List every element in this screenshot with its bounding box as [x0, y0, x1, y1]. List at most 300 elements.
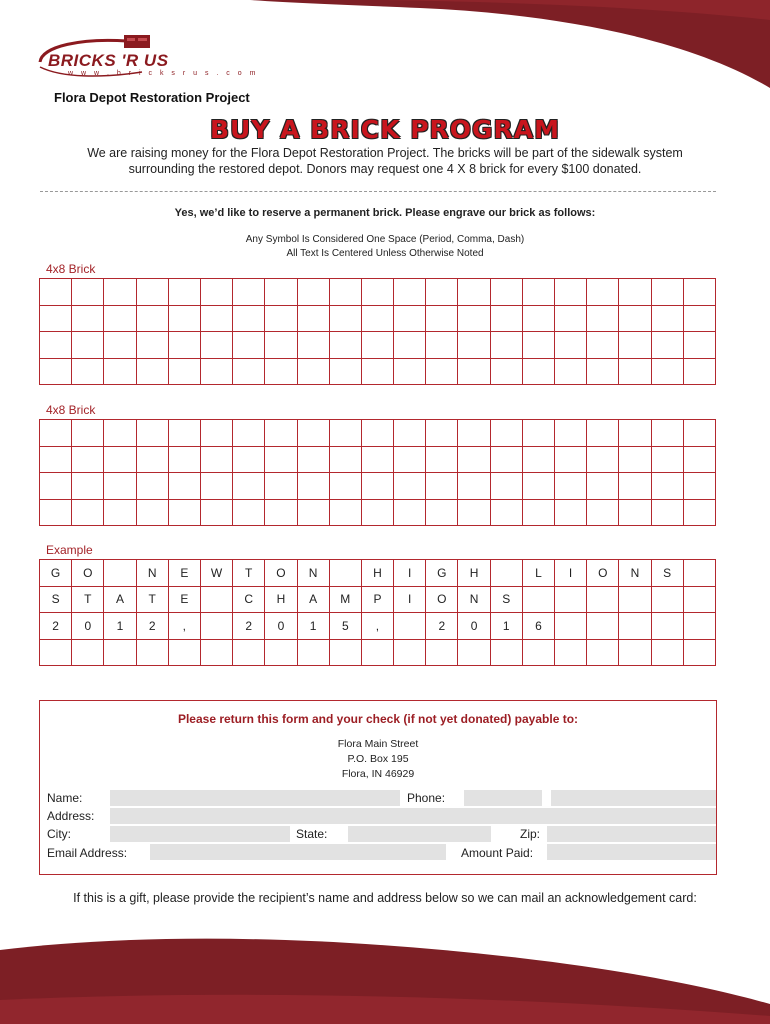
brick-cell[interactable]: [233, 446, 265, 473]
brick-cell[interactable]: [555, 420, 587, 447]
phone-field-2[interactable]: [551, 790, 716, 806]
brick-cell[interactable]: [490, 332, 522, 359]
brick-cell[interactable]: [651, 499, 683, 526]
brick-cell[interactable]: [394, 473, 426, 500]
brick-cell[interactable]: [490, 473, 522, 500]
brick-cell[interactable]: [136, 446, 168, 473]
brick-cell[interactable]: [40, 499, 72, 526]
brick-cell: 0: [458, 613, 490, 640]
brick-cell[interactable]: [297, 279, 329, 306]
brick-cell: O: [265, 560, 297, 587]
brick-cell[interactable]: [394, 305, 426, 332]
brick-cell: 5: [329, 613, 361, 640]
brick-cell[interactable]: [651, 446, 683, 473]
brick-cell: [555, 613, 587, 640]
amount-label: Amount Paid:: [461, 846, 534, 860]
brick-cell[interactable]: [555, 499, 587, 526]
brick-cell[interactable]: [329, 473, 361, 500]
city-label: City:: [47, 827, 71, 841]
brick-cell: [233, 639, 265, 666]
brick-cell[interactable]: [683, 305, 715, 332]
brick-cell: N: [136, 560, 168, 587]
brick-cell[interactable]: [297, 473, 329, 500]
brick-cell: [651, 613, 683, 640]
brick-cell[interactable]: [265, 279, 297, 306]
brick-cell[interactable]: [233, 420, 265, 447]
brick-cell[interactable]: [297, 420, 329, 447]
brick-cell[interactable]: [490, 305, 522, 332]
brick-cell: S: [40, 586, 72, 613]
brick-cell: [555, 586, 587, 613]
brick-cell: I: [394, 560, 426, 587]
brick-cell[interactable]: [265, 499, 297, 526]
return-instruction: Please return this form and your check (if not yet donated) payable to:: [177, 712, 579, 726]
brick-cell[interactable]: [200, 332, 232, 359]
brick-grid-row: [40, 473, 716, 500]
brick-cell: [72, 639, 104, 666]
brick-cell[interactable]: [136, 279, 168, 306]
zip-field[interactable]: [547, 826, 716, 842]
brick-cell[interactable]: [233, 305, 265, 332]
brick-cell: [361, 639, 393, 666]
brick-cell[interactable]: [40, 446, 72, 473]
brick-cell: 1: [297, 613, 329, 640]
brick-cell[interactable]: [683, 332, 715, 359]
brick-cell[interactable]: [361, 420, 393, 447]
brick-cell[interactable]: [394, 446, 426, 473]
brick-cell[interactable]: [683, 279, 715, 306]
brick-cell[interactable]: [297, 332, 329, 359]
brick-cell: [104, 560, 136, 587]
brick-cell[interactable]: [651, 358, 683, 385]
brick-cell[interactable]: [200, 358, 232, 385]
brick-grid-row: [40, 420, 716, 447]
address-label: Address:: [47, 809, 95, 823]
brick-cell: [683, 560, 715, 587]
brick-cell[interactable]: [426, 473, 458, 500]
city-field[interactable]: [110, 826, 290, 842]
brick-cell[interactable]: [587, 499, 619, 526]
brick-cell[interactable]: [104, 420, 136, 447]
brick-grid-1: [39, 278, 716, 385]
brick-cell[interactable]: [490, 446, 522, 473]
brick-cell[interactable]: [361, 499, 393, 526]
brick-cell: [490, 639, 522, 666]
brick-cell[interactable]: [490, 358, 522, 385]
brick-cell[interactable]: [361, 473, 393, 500]
brick-cell[interactable]: [683, 446, 715, 473]
brick-cell[interactable]: [168, 358, 200, 385]
brick-cell: E: [168, 560, 200, 587]
brick-cell[interactable]: [458, 446, 490, 473]
return-form-box: [39, 700, 717, 875]
brick-cell[interactable]: [555, 305, 587, 332]
brick-cell: [651, 586, 683, 613]
brick-cell: W: [200, 560, 232, 587]
brick-cell[interactable]: [136, 332, 168, 359]
brick-cell: 0: [265, 613, 297, 640]
brick-cell[interactable]: [522, 358, 554, 385]
brick-cell[interactable]: [72, 305, 104, 332]
brick-cell: [297, 639, 329, 666]
brick-cell[interactable]: [297, 499, 329, 526]
brick-cell[interactable]: [200, 446, 232, 473]
brick-cell[interactable]: [40, 420, 72, 447]
brick-cell[interactable]: [72, 473, 104, 500]
brick-cell[interactable]: [40, 332, 72, 359]
zip-label: Zip:: [520, 827, 541, 841]
brick-cell: [683, 586, 715, 613]
example-label: Example: [46, 543, 93, 557]
brick-cell: I: [394, 586, 426, 613]
brick-cell[interactable]: [136, 499, 168, 526]
brick-cell[interactable]: [651, 305, 683, 332]
phone-field-1[interactable]: [464, 790, 542, 806]
brick-cell[interactable]: [619, 358, 651, 385]
brick-cell: 1: [490, 613, 522, 640]
brick-cell[interactable]: [168, 473, 200, 500]
brick-cell[interactable]: [297, 358, 329, 385]
gift-instruction: If this is a gift, please provide the recipient’s name and address below so we can mail an acknowledgement card:: [73, 891, 697, 905]
brick-cell[interactable]: [168, 420, 200, 447]
brick-cell[interactable]: [458, 358, 490, 385]
brick-cell[interactable]: [426, 279, 458, 306]
brick-cell[interactable]: [72, 332, 104, 359]
divider: [40, 191, 716, 192]
brick-cell[interactable]: [168, 305, 200, 332]
brick-cell[interactable]: [458, 305, 490, 332]
brick-cell[interactable]: [233, 279, 265, 306]
brick-cell[interactable]: [200, 305, 232, 332]
brick-cell: 6: [522, 613, 554, 640]
brick-cell: ,: [168, 613, 200, 640]
brick-cell[interactable]: [168, 446, 200, 473]
brick-cell[interactable]: [490, 279, 522, 306]
brick-cell: 0: [72, 613, 104, 640]
brick-grid-row: [40, 499, 716, 526]
brick-cell: [104, 639, 136, 666]
brick-cell[interactable]: [265, 332, 297, 359]
footer-swoosh: [0, 930, 770, 1024]
brick-cell[interactable]: [458, 420, 490, 447]
brick-cell[interactable]: [104, 446, 136, 473]
logo-name: BRICKS 'R US: [48, 51, 169, 70]
grid-1-label: 4x8 Brick: [46, 262, 96, 276]
brick-cell[interactable]: [683, 499, 715, 526]
brick-cell: A: [104, 586, 136, 613]
brick-cell[interactable]: [651, 332, 683, 359]
brick-cell: [683, 613, 715, 640]
brick-cell: [394, 639, 426, 666]
brick-cell: [555, 639, 587, 666]
brick-cell[interactable]: [426, 305, 458, 332]
brick-cell: L: [522, 560, 554, 587]
address-line-1: Flora Main Street: [337, 738, 419, 750]
brick-cell[interactable]: [651, 473, 683, 500]
brick-cell[interactable]: [136, 473, 168, 500]
brick-cell[interactable]: [619, 499, 651, 526]
brick-cell[interactable]: [651, 279, 683, 306]
brick-cell[interactable]: [587, 279, 619, 306]
brick-cell[interactable]: [394, 358, 426, 385]
brick-cell[interactable]: [426, 446, 458, 473]
brick-cell: N: [297, 560, 329, 587]
brick-grid-row: [40, 305, 716, 332]
brick-grid-row: [40, 586, 716, 613]
brick-cell: M: [329, 586, 361, 613]
brick-grid-row: [40, 446, 716, 473]
brick-cell: [522, 586, 554, 613]
brick-cell: [651, 639, 683, 666]
brick-cell[interactable]: [329, 279, 361, 306]
brick-cell: I: [555, 560, 587, 587]
brick-cell[interactable]: [361, 446, 393, 473]
brick-cell[interactable]: [458, 499, 490, 526]
brick-cell[interactable]: [522, 446, 554, 473]
brick-cell[interactable]: [104, 358, 136, 385]
brick-cell[interactable]: [136, 358, 168, 385]
brick-cell[interactable]: [522, 305, 554, 332]
brick-cell[interactable]: [490, 420, 522, 447]
brick-cell: [683, 639, 715, 666]
brick-cell: N: [458, 586, 490, 613]
email-label: Email Address:: [47, 846, 128, 860]
brick-cell[interactable]: [297, 446, 329, 473]
brick-cell[interactable]: [233, 332, 265, 359]
brick-cell: S: [651, 560, 683, 587]
brick-cell[interactable]: [168, 499, 200, 526]
brick-cell[interactable]: [200, 420, 232, 447]
brick-cell[interactable]: [426, 332, 458, 359]
brick-cell: [329, 639, 361, 666]
brick-cell: ,: [361, 613, 393, 640]
brick-cell[interactable]: [265, 305, 297, 332]
brick-cell[interactable]: [329, 499, 361, 526]
brick-cell[interactable]: [329, 446, 361, 473]
amount-field[interactable]: [547, 844, 716, 860]
brick-cell[interactable]: [587, 473, 619, 500]
brick-cell: [394, 613, 426, 640]
brick-cell: [587, 613, 619, 640]
brick-cell[interactable]: [426, 358, 458, 385]
brick-cell[interactable]: [555, 446, 587, 473]
brick-cell[interactable]: [104, 499, 136, 526]
brick-cell: 2: [426, 613, 458, 640]
brick-cell[interactable]: [361, 358, 393, 385]
brick-cell[interactable]: [522, 279, 554, 306]
brick-cell: [587, 586, 619, 613]
brick-grid-row: [40, 332, 716, 359]
brick-cell[interactable]: [265, 420, 297, 447]
name-label: Name:: [47, 791, 83, 805]
brick-cell[interactable]: [72, 358, 104, 385]
brick-cell[interactable]: [619, 473, 651, 500]
brick-cell: E: [168, 586, 200, 613]
brick-cell[interactable]: [361, 305, 393, 332]
brick-cell[interactable]: [522, 473, 554, 500]
brick-cell[interactable]: [104, 279, 136, 306]
logo-url: w w w . b r i c k s r u s . c o m: [68, 70, 259, 77]
brick-cell[interactable]: [297, 305, 329, 332]
brick-cell[interactable]: [458, 473, 490, 500]
brick-cell[interactable]: [522, 332, 554, 359]
brick-cell[interactable]: [555, 332, 587, 359]
brick-cell[interactable]: [233, 358, 265, 385]
brick-cell: [200, 586, 232, 613]
brick-cell[interactable]: [361, 332, 393, 359]
brick-cell[interactable]: [426, 420, 458, 447]
brick-cell: H: [265, 586, 297, 613]
brick-cell[interactable]: [458, 279, 490, 306]
brick-cell: [490, 560, 522, 587]
brick-cell: [587, 639, 619, 666]
brick-cell[interactable]: [40, 279, 72, 306]
project-title: Flora Depot Restoration Project: [54, 90, 250, 105]
program-title: BUY A BRICK PROGRAM: [209, 115, 561, 144]
brick-cell[interactable]: [522, 499, 554, 526]
brick-cell[interactable]: [394, 332, 426, 359]
brick-cell[interactable]: [361, 279, 393, 306]
brick-cell: [329, 560, 361, 587]
brick-cell[interactable]: [587, 358, 619, 385]
brick-cell: [619, 639, 651, 666]
brick-cell[interactable]: [394, 279, 426, 306]
brick-grid-row: [40, 613, 716, 640]
brick-cell[interactable]: [426, 499, 458, 526]
reserve-instruction: Yes, we’d like to reserve a permanent brick. Please engrave our brick as follows:: [174, 207, 596, 219]
brick-cell[interactable]: [522, 420, 554, 447]
brick-cell[interactable]: [265, 446, 297, 473]
address-line-2: P.O. Box 195: [347, 753, 409, 765]
brick-cell[interactable]: [587, 332, 619, 359]
brick-cell[interactable]: [683, 420, 715, 447]
brick-cell[interactable]: [168, 332, 200, 359]
brick-grid-row: [40, 279, 716, 306]
brick-cell[interactable]: [329, 332, 361, 359]
brick-cell: O: [426, 586, 458, 613]
brick-cell: [619, 586, 651, 613]
brick-cell[interactable]: [72, 446, 104, 473]
brick-cell: [168, 639, 200, 666]
brick-cell[interactable]: [233, 499, 265, 526]
brick-cell: [200, 639, 232, 666]
brick-cell[interactable]: [40, 358, 72, 385]
brick-cell: O: [72, 560, 104, 587]
brick-cell: N: [619, 560, 651, 587]
brick-grid-row: [40, 639, 716, 666]
brick-cell[interactable]: [72, 420, 104, 447]
brick-cell: 2: [136, 613, 168, 640]
brick-cell: [265, 639, 297, 666]
brick-cell[interactable]: [683, 358, 715, 385]
name-field[interactable]: [110, 790, 400, 806]
brick-cell[interactable]: [587, 305, 619, 332]
brick-cell: [458, 639, 490, 666]
brick-cell: 2: [233, 613, 265, 640]
brick-cell[interactable]: [329, 420, 361, 447]
brick-cell[interactable]: [40, 305, 72, 332]
brick-cell[interactable]: [555, 358, 587, 385]
brick-cell[interactable]: [619, 446, 651, 473]
brick-cell[interactable]: [72, 279, 104, 306]
brick-grid-row: [40, 560, 716, 587]
brick-cell: G: [40, 560, 72, 587]
brick-cell: [200, 613, 232, 640]
grid-2-label: 4x8 Brick: [46, 403, 96, 417]
state-label: State:: [296, 827, 328, 841]
brick-cell: [619, 613, 651, 640]
state-field[interactable]: [348, 826, 491, 842]
brick-cell[interactable]: [104, 473, 136, 500]
brick-cell[interactable]: [168, 279, 200, 306]
brick-grid-row: [40, 358, 716, 385]
brick-cell[interactable]: [619, 332, 651, 359]
brick-cell: 2: [40, 613, 72, 640]
brick-cell: A: [297, 586, 329, 613]
brick-cell[interactable]: [329, 305, 361, 332]
brick-cell[interactable]: [136, 305, 168, 332]
brick-cell: [136, 639, 168, 666]
brick-cell: [522, 639, 554, 666]
brick-cell[interactable]: [40, 473, 72, 500]
brick-cell[interactable]: [619, 279, 651, 306]
brick-cell: H: [458, 560, 490, 587]
brick-cell[interactable]: [683, 473, 715, 500]
brick-cell[interactable]: [200, 499, 232, 526]
brick-cell[interactable]: [458, 332, 490, 359]
phone-label: Phone:: [407, 791, 446, 805]
example-grid: [39, 559, 716, 666]
brick-cell: S: [490, 586, 522, 613]
brick-cell[interactable]: [555, 473, 587, 500]
brick-cell[interactable]: [394, 499, 426, 526]
brick-cell[interactable]: [587, 446, 619, 473]
brick-grid-2: [39, 419, 716, 526]
address-field[interactable]: [110, 808, 716, 824]
brick-cell: O: [587, 560, 619, 587]
brick-cell[interactable]: [265, 473, 297, 500]
email-field[interactable]: [150, 844, 446, 860]
brick-cell[interactable]: [651, 420, 683, 447]
brick-cell[interactable]: [200, 473, 232, 500]
brick-cell[interactable]: [587, 420, 619, 447]
brick-cell[interactable]: [136, 420, 168, 447]
brick-cell: 1: [104, 613, 136, 640]
brick-cell: G: [426, 560, 458, 587]
intro-line-2: surrounding the restored depot. Donors may request one 4 X 8 brick for every $100 donated.: [128, 162, 642, 176]
brick-cell: P: [361, 586, 393, 613]
brick-cell: [426, 639, 458, 666]
brick-cell: C: [233, 586, 265, 613]
brick-cell[interactable]: [329, 358, 361, 385]
brick-cell[interactable]: [233, 473, 265, 500]
brick-cell[interactable]: [619, 420, 651, 447]
centered-note: All Text Is Centered Unless Otherwise Noted: [286, 248, 484, 259]
brick-cell[interactable]: [619, 305, 651, 332]
address-line-3: Flora, IN 46929: [341, 768, 415, 780]
brick-cell[interactable]: [394, 420, 426, 447]
brick-cell[interactable]: [104, 305, 136, 332]
brick-cell[interactable]: [72, 499, 104, 526]
brick-cell[interactable]: [490, 499, 522, 526]
brick-cell[interactable]: [265, 358, 297, 385]
brick-cell: H: [361, 560, 393, 587]
brick-cell[interactable]: [200, 279, 232, 306]
intro-line-1: We are raising money for the Flora Depot Restoration Project. The bricks will be part of the sidewalk system: [87, 146, 683, 160]
brick-cell[interactable]: [104, 332, 136, 359]
brick-cell[interactable]: [555, 279, 587, 306]
symbol-note: Any Symbol Is Considered One Space (Period, Comma, Dash): [245, 234, 525, 245]
